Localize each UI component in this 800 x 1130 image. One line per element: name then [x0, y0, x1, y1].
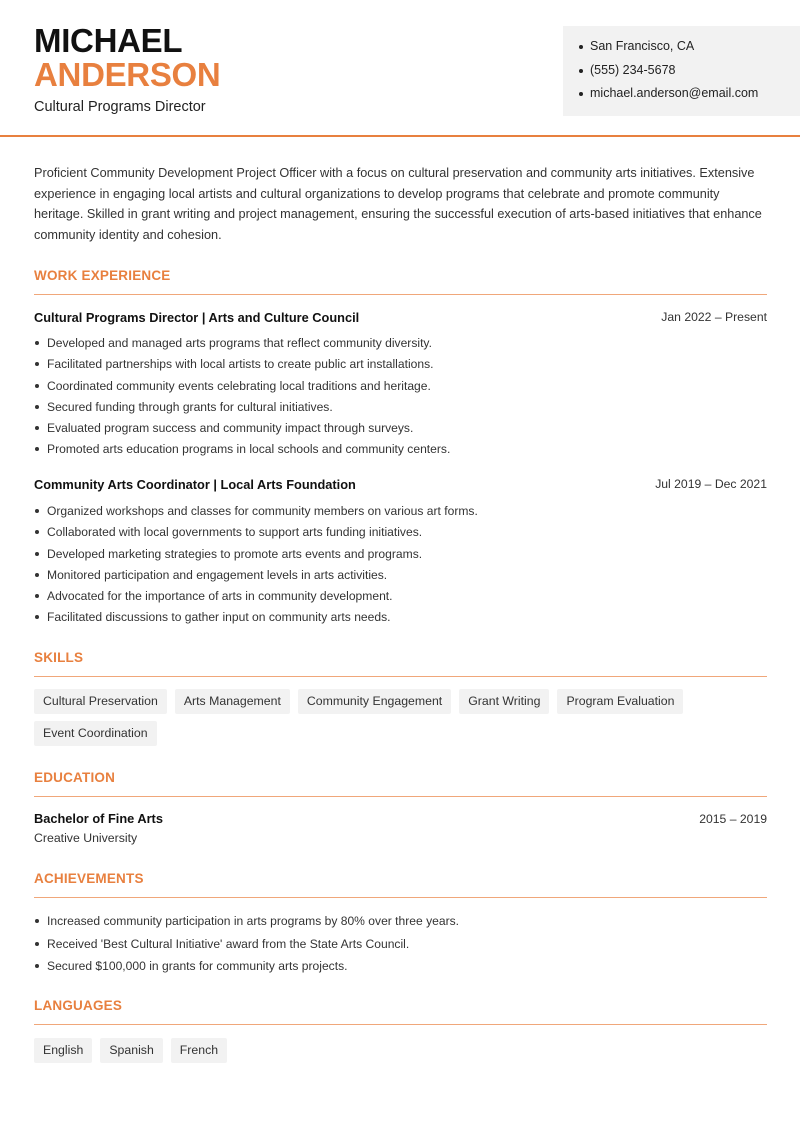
bullet-icon: [35, 341, 39, 345]
list-item: [34, 587, 767, 608]
bullet-icon: [35, 573, 39, 577]
section-divider: [34, 1024, 767, 1025]
contact-phone: [563, 60, 800, 84]
list-item: [34, 545, 767, 566]
section-divider: [34, 294, 767, 295]
education-dates: 2015 – 2019: [699, 812, 767, 826]
list-item: [34, 398, 767, 419]
education-heading: EDUCATION: [34, 770, 116, 785]
job-1-title: Cultural Programs Director | Arts and Culture Council: [34, 310, 360, 325]
list-item: [34, 377, 767, 398]
first-name: MICHAEL: [34, 22, 183, 59]
skill-tag: Arts Management: [175, 689, 290, 714]
bullet-icon: [35, 426, 39, 430]
job-title: Cultural Programs Director: [34, 99, 206, 115]
list-item-text: Increased community participation in arts programs by 80% over three years.: [47, 914, 460, 928]
contact-email: [563, 83, 800, 107]
list-item: [34, 502, 767, 523]
education-degree: Bachelor of Fine Arts: [34, 811, 163, 826]
bullet-icon: [579, 69, 583, 73]
bullet-icon: [579, 92, 583, 96]
skill-tag: Program Evaluation: [557, 689, 683, 714]
languages-list: [34, 1038, 774, 1070]
list-item-text: Developed and managed arts programs that reflect community diversity.: [47, 336, 432, 350]
list-item: [34, 419, 767, 440]
contact-email-text: michael.anderson@email.com: [590, 86, 759, 100]
section-divider: [34, 897, 767, 898]
language-tag: English: [34, 1038, 92, 1063]
skill-tag: Event Coordination: [34, 721, 157, 746]
bullet-icon: [35, 447, 39, 451]
list-item-text: Developed marketing strategies to promote arts events and programs.: [47, 546, 423, 561]
bullet-icon: [35, 964, 39, 968]
bullet-icon: [35, 615, 39, 619]
list-item: [34, 334, 767, 355]
bullet-icon: [35, 919, 39, 923]
contact-location-text: San Francisco, CA: [590, 39, 695, 53]
bullet-icon: [35, 362, 39, 366]
bullet-icon: [35, 530, 39, 534]
job-1-dates: Jan 2022 – Present: [661, 310, 767, 324]
list-item-text: Advocated for the importance of arts in community development.: [47, 589, 393, 604]
skills-list: [34, 689, 774, 753]
summary: Proficient Community Development Project Officer with a focus on cultural preservation and community arts initiatives. Extensive experience in engaging local artists and cultural organizations to develop programs that celebrate and promote community heritage. Skilled in grant writing and project management, ensuring the successful execution of arts-based initiatives that enhance community identity and cohesion.: [34, 166, 762, 242]
bullet-icon: [579, 45, 583, 49]
list-item-text: Facilitated discussions to gather input on community arts needs.: [47, 610, 391, 625]
contact-location: [563, 36, 800, 60]
skill-tag: Grant Writing: [459, 689, 549, 714]
job-2-dates: Jul 2019 – Dec 2021: [655, 477, 767, 491]
skill-tag: Cultural Preservation: [34, 689, 167, 714]
list-item-text: Coordinated community events celebrating local traditions and heritage.: [47, 378, 431, 393]
language-tag: Spanish: [100, 1038, 162, 1063]
job-2-title: Community Arts Coordinator | Local Arts Foundation: [34, 477, 356, 492]
bullet-icon: [35, 509, 39, 513]
list-item-text: Evaluated program success and community impact through surveys.: [47, 421, 414, 436]
job-1-bullets: [34, 334, 767, 462]
list-item-text: Secured $100,000 in grants for community arts projects.: [47, 959, 348, 973]
list-item-text: Collaborated with local governments to support arts funding initiatives.: [47, 525, 423, 540]
bullet-icon: [35, 594, 39, 598]
bullet-icon: [35, 552, 39, 556]
list-item-text: Promoted arts education programs in local schools and community centers.: [47, 442, 451, 457]
list-item: [34, 912, 767, 935]
last-name: ANDERSON: [34, 56, 221, 93]
skills-heading: SKILLS: [34, 650, 84, 665]
resume-header: [0, 0, 800, 137]
list-item: [34, 440, 767, 461]
work-experience-heading: WORK EXPERIENCE: [34, 268, 171, 283]
list-item-text: Secured funding through grants for cultural initiatives.: [47, 399, 333, 414]
job-2-bullets: [34, 502, 767, 630]
list-item-text: Received 'Best Cultural Initiative' award from the State Arts Council.: [47, 936, 410, 951]
list-item: [34, 608, 767, 629]
list-item: [34, 523, 767, 544]
achievements-list: [34, 912, 767, 980]
list-item: [34, 935, 767, 958]
languages-heading: LANGUAGES: [34, 998, 123, 1013]
contact-box: [563, 26, 800, 116]
achievements-heading: ACHIEVEMENTS: [34, 871, 144, 886]
skill-tag: Community Engagement: [298, 689, 451, 714]
education-school: Creative University: [34, 831, 138, 845]
contact-phone-text: (555) 234-5678: [590, 62, 676, 77]
list-item-text: Organized workshops and classes for community members on various art forms.: [47, 504, 478, 518]
list-item: [34, 957, 767, 980]
list-item: [34, 566, 767, 587]
section-divider: [34, 796, 767, 797]
language-tag: French: [171, 1038, 227, 1063]
bullet-icon: [35, 405, 39, 409]
list-item-text: Monitored participation and engagement levels in arts activities.: [47, 567, 388, 582]
list-item-text: Facilitated partnerships with local artists to create public art installations.: [47, 357, 434, 372]
bullet-icon: [35, 942, 39, 946]
section-divider: [34, 676, 767, 677]
bullet-icon: [35, 384, 39, 388]
list-item: [34, 355, 767, 376]
